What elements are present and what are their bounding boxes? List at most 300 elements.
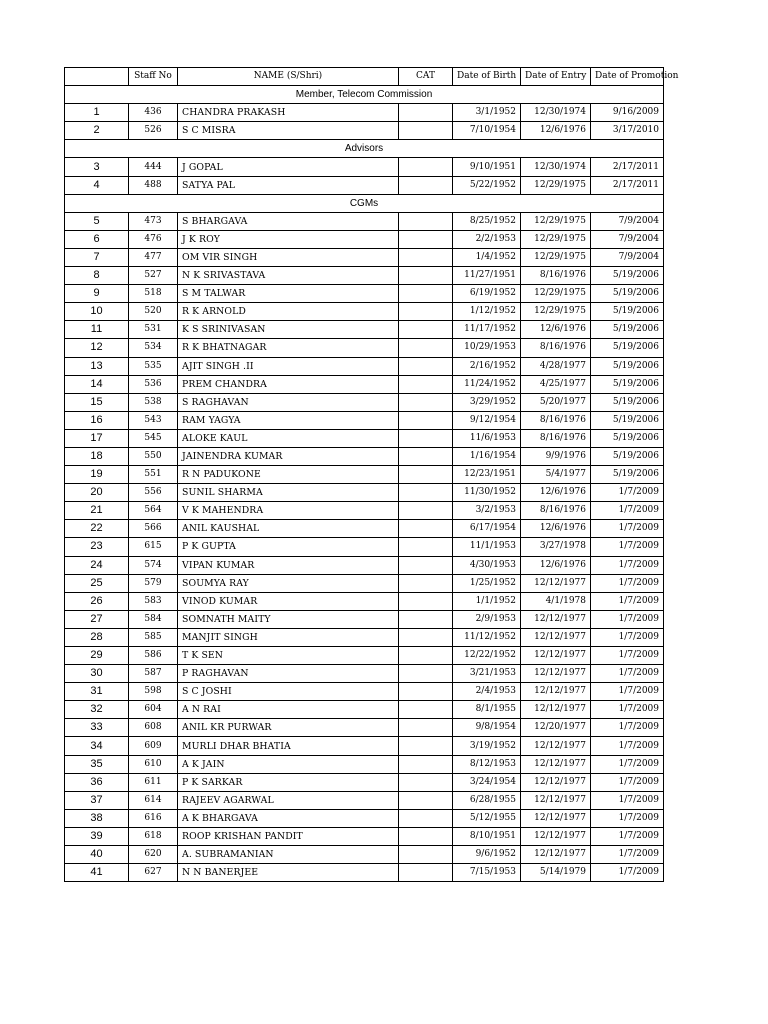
cell-sn: 30 xyxy=(65,665,129,683)
cell-date-of-entry: 12/12/1977 xyxy=(521,773,591,791)
cell-date-of-promotion: 5/19/2006 xyxy=(591,411,664,429)
cell-date-of-birth: 12/23/1951 xyxy=(453,466,521,484)
cell-name: ANIL KR PURWAR xyxy=(178,719,399,737)
cell-staff-no: 574 xyxy=(129,556,178,574)
cell-date-of-birth: 1/16/1954 xyxy=(453,447,521,465)
cell-staff-no: 527 xyxy=(129,267,178,285)
cell-name: J GOPAL xyxy=(178,158,399,176)
table-row xyxy=(65,647,664,665)
cell-staff-no: 583 xyxy=(129,592,178,610)
cell-cat xyxy=(399,375,453,393)
table-row xyxy=(65,574,664,592)
cell-sn: 11 xyxy=(65,321,129,339)
cell-cat xyxy=(399,411,453,429)
header-name: NAME (S/Shri) xyxy=(178,68,399,86)
cell-date-of-promotion: 1/7/2009 xyxy=(591,827,664,845)
cell-date-of-promotion: 1/7/2009 xyxy=(591,502,664,520)
table-body xyxy=(65,86,664,882)
table-row xyxy=(65,556,664,574)
cell-date-of-entry: 12/29/1975 xyxy=(521,176,591,194)
cell-staff-no: 545 xyxy=(129,429,178,447)
cell-cat xyxy=(399,466,453,484)
cell-name: SUNIL SHARMA xyxy=(178,484,399,502)
table-row xyxy=(65,827,664,845)
cell-staff-no: 579 xyxy=(129,574,178,592)
cell-date-of-promotion: 1/7/2009 xyxy=(591,791,664,809)
cell-name: VINOD KUMAR xyxy=(178,592,399,610)
table-row xyxy=(65,809,664,827)
cell-cat xyxy=(399,701,453,719)
cell-sn: 2 xyxy=(65,122,129,140)
cell-cat xyxy=(399,158,453,176)
section-title: Advisors xyxy=(65,140,664,158)
cell-date-of-birth: 1/1/1952 xyxy=(453,592,521,610)
table-row xyxy=(65,846,664,864)
cell-date-of-entry: 12/20/1977 xyxy=(521,719,591,737)
cell-date-of-promotion: 1/7/2009 xyxy=(591,809,664,827)
table-row xyxy=(65,285,664,303)
cell-date-of-entry: 9/9/1976 xyxy=(521,447,591,465)
cell-date-of-birth: 3/1/1952 xyxy=(453,104,521,122)
cell-cat xyxy=(399,827,453,845)
table-row xyxy=(65,466,664,484)
cell-staff-no: 531 xyxy=(129,321,178,339)
cell-staff-no: 586 xyxy=(129,647,178,665)
cell-date-of-entry: 12/29/1975 xyxy=(521,212,591,230)
cell-date-of-entry: 5/20/1977 xyxy=(521,393,591,411)
cell-sn: 20 xyxy=(65,484,129,502)
section-title: Member, Telecom Commission xyxy=(65,86,664,104)
cell-cat xyxy=(399,592,453,610)
table-row xyxy=(65,303,664,321)
cell-cat xyxy=(399,122,453,140)
cell-date-of-promotion: 1/7/2009 xyxy=(591,520,664,538)
cell-sn: 38 xyxy=(65,809,129,827)
cell-staff-no: 608 xyxy=(129,719,178,737)
cell-date-of-birth: 1/25/1952 xyxy=(453,574,521,592)
cell-sn: 26 xyxy=(65,592,129,610)
cell-sn: 19 xyxy=(65,466,129,484)
cell-date-of-entry: 12/6/1976 xyxy=(521,122,591,140)
cell-date-of-entry: 12/6/1976 xyxy=(521,321,591,339)
cell-sn: 33 xyxy=(65,719,129,737)
cell-staff-no: 564 xyxy=(129,502,178,520)
cell-date-of-entry: 8/16/1976 xyxy=(521,267,591,285)
cell-date-of-birth: 11/1/1953 xyxy=(453,538,521,556)
cell-date-of-promotion: 1/7/2009 xyxy=(591,647,664,665)
cell-name: P K GUPTA xyxy=(178,538,399,556)
cell-cat xyxy=(399,447,453,465)
cell-date-of-entry: 4/1/1978 xyxy=(521,592,591,610)
cell-date-of-birth: 7/10/1954 xyxy=(453,122,521,140)
cell-sn: 12 xyxy=(65,339,129,357)
table-row xyxy=(65,176,664,194)
cell-sn: 3 xyxy=(65,158,129,176)
cell-staff-no: 473 xyxy=(129,212,178,230)
cell-sn: 35 xyxy=(65,755,129,773)
cell-date-of-birth: 7/15/1953 xyxy=(453,864,521,882)
cell-date-of-birth: 3/19/1952 xyxy=(453,737,521,755)
cell-date-of-entry: 8/16/1976 xyxy=(521,429,591,447)
header-date-of-promotion: Date of Promotion xyxy=(591,68,664,86)
cell-date-of-birth: 6/28/1955 xyxy=(453,791,521,809)
header-date-of-entry: Date of Entry xyxy=(521,68,591,86)
cell-date-of-birth: 3/2/1953 xyxy=(453,502,521,520)
table-row xyxy=(65,628,664,646)
cell-staff-no: 444 xyxy=(129,158,178,176)
cell-date-of-birth: 11/30/1952 xyxy=(453,484,521,502)
cell-date-of-birth: 3/29/1952 xyxy=(453,393,521,411)
cell-date-of-promotion: 7/9/2004 xyxy=(591,248,664,266)
cell-sn: 36 xyxy=(65,773,129,791)
table-row xyxy=(65,773,664,791)
cell-sn: 6 xyxy=(65,230,129,248)
cell-staff-no: 551 xyxy=(129,466,178,484)
cell-date-of-birth: 1/4/1952 xyxy=(453,248,521,266)
cell-date-of-birth: 11/17/1952 xyxy=(453,321,521,339)
cell-staff-no: 538 xyxy=(129,393,178,411)
cell-name: R K ARNOLD xyxy=(178,303,399,321)
cell-date-of-birth: 8/10/1951 xyxy=(453,827,521,845)
cell-date-of-entry: 12/12/1977 xyxy=(521,846,591,864)
table-row xyxy=(65,393,664,411)
cell-date-of-promotion: 1/7/2009 xyxy=(591,737,664,755)
cell-date-of-entry: 12/12/1977 xyxy=(521,628,591,646)
cell-name: P K SARKAR xyxy=(178,773,399,791)
header-cat: CAT xyxy=(399,68,453,86)
cell-date-of-entry: 4/25/1977 xyxy=(521,375,591,393)
cell-staff-no: 615 xyxy=(129,538,178,556)
cell-date-of-entry: 12/29/1975 xyxy=(521,285,591,303)
cell-name: AJIT SINGH .II xyxy=(178,357,399,375)
cell-date-of-birth: 9/6/1952 xyxy=(453,846,521,864)
cell-name: A. SUBRAMANIAN xyxy=(178,846,399,864)
cell-staff-no: 585 xyxy=(129,628,178,646)
cell-cat xyxy=(399,574,453,592)
cell-date-of-entry: 12/12/1977 xyxy=(521,574,591,592)
cell-sn: 28 xyxy=(65,628,129,646)
table-row xyxy=(65,375,664,393)
cell-date-of-birth: 3/21/1953 xyxy=(453,665,521,683)
cell-name: A K BHARGAVA xyxy=(178,809,399,827)
cell-sn: 21 xyxy=(65,502,129,520)
cell-cat xyxy=(399,303,453,321)
cell-sn: 1 xyxy=(65,104,129,122)
cell-cat xyxy=(399,267,453,285)
cell-sn: 40 xyxy=(65,846,129,864)
cell-sn: 7 xyxy=(65,248,129,266)
cell-name: S RAGHAVAN xyxy=(178,393,399,411)
cell-date-of-entry: 12/12/1977 xyxy=(521,701,591,719)
table-row xyxy=(65,321,664,339)
cell-staff-no: 550 xyxy=(129,447,178,465)
cell-cat xyxy=(399,864,453,882)
cell-date-of-birth: 8/25/1952 xyxy=(453,212,521,230)
cell-sn: 37 xyxy=(65,791,129,809)
cell-staff-no: 520 xyxy=(129,303,178,321)
cell-cat xyxy=(399,285,453,303)
cell-name: J K ROY xyxy=(178,230,399,248)
cell-name: SOMNATH MAITY xyxy=(178,610,399,628)
cell-date-of-entry: 12/30/1974 xyxy=(521,104,591,122)
cell-date-of-entry: 12/12/1977 xyxy=(521,809,591,827)
cell-date-of-entry: 12/6/1976 xyxy=(521,484,591,502)
cell-date-of-promotion: 1/7/2009 xyxy=(591,755,664,773)
cell-sn: 15 xyxy=(65,393,129,411)
cell-name: A K JAIN xyxy=(178,755,399,773)
cell-date-of-promotion: 1/7/2009 xyxy=(591,538,664,556)
cell-date-of-promotion: 1/7/2009 xyxy=(591,719,664,737)
cell-staff-no: 584 xyxy=(129,610,178,628)
cell-date-of-promotion: 2/17/2011 xyxy=(591,158,664,176)
cell-name: K S SRINIVASAN xyxy=(178,321,399,339)
cell-cat xyxy=(399,520,453,538)
cell-name: SATYA PAL xyxy=(178,176,399,194)
cell-date-of-promotion: 5/19/2006 xyxy=(591,393,664,411)
cell-name: CHANDRA PRAKASH xyxy=(178,104,399,122)
cell-cat xyxy=(399,683,453,701)
cell-name: JAINENDRA KUMAR xyxy=(178,447,399,465)
cell-date-of-promotion: 5/19/2006 xyxy=(591,429,664,447)
table-row xyxy=(65,719,664,737)
cell-staff-no: 618 xyxy=(129,827,178,845)
table-row xyxy=(65,158,664,176)
cell-date-of-birth: 5/12/1955 xyxy=(453,809,521,827)
cell-cat xyxy=(399,737,453,755)
cell-date-of-birth: 11/6/1953 xyxy=(453,429,521,447)
cell-staff-no: 436 xyxy=(129,104,178,122)
header-sn xyxy=(65,68,129,86)
cell-cat xyxy=(399,755,453,773)
cell-sn: 41 xyxy=(65,864,129,882)
cell-date-of-entry: 12/29/1975 xyxy=(521,230,591,248)
staff-table xyxy=(64,67,679,882)
table-row xyxy=(65,683,664,701)
cell-date-of-promotion: 5/19/2006 xyxy=(591,285,664,303)
cell-name: V K MAHENDRA xyxy=(178,502,399,520)
table-row xyxy=(65,755,664,773)
cell-cat xyxy=(399,719,453,737)
cell-name: R N PADUKONE xyxy=(178,466,399,484)
cell-date-of-promotion: 5/19/2006 xyxy=(591,303,664,321)
table-row xyxy=(65,484,664,502)
cell-date-of-birth: 2/9/1953 xyxy=(453,610,521,628)
cell-name: ALOKE KAUL xyxy=(178,429,399,447)
cell-cat xyxy=(399,393,453,411)
cell-date-of-promotion: 1/7/2009 xyxy=(591,683,664,701)
cell-cat xyxy=(399,665,453,683)
table-row xyxy=(65,429,664,447)
cell-sn: 34 xyxy=(65,737,129,755)
cell-sn: 25 xyxy=(65,574,129,592)
cell-name: PREM CHANDRA xyxy=(178,375,399,393)
cell-name: N N BANERJEE xyxy=(178,864,399,882)
cell-sn: 13 xyxy=(65,357,129,375)
cell-name: A N RAI xyxy=(178,701,399,719)
cell-cat xyxy=(399,773,453,791)
cell-date-of-entry: 12/6/1976 xyxy=(521,556,591,574)
table-row xyxy=(65,267,664,285)
cell-date-of-entry: 12/12/1977 xyxy=(521,755,591,773)
cell-sn: 5 xyxy=(65,212,129,230)
cell-date-of-promotion: 2/17/2011 xyxy=(591,176,664,194)
cell-date-of-promotion: 5/19/2006 xyxy=(591,321,664,339)
cell-name: MURLI DHAR BHATIA xyxy=(178,737,399,755)
cell-date-of-entry: 3/27/1978 xyxy=(521,538,591,556)
cell-cat xyxy=(399,791,453,809)
cell-date-of-birth: 11/24/1952 xyxy=(453,375,521,393)
cell-sn: 22 xyxy=(65,520,129,538)
table-row xyxy=(65,538,664,556)
cell-date-of-promotion: 1/7/2009 xyxy=(591,592,664,610)
cell-cat xyxy=(399,846,453,864)
table-row xyxy=(65,737,664,755)
cell-date-of-birth: 6/17/1954 xyxy=(453,520,521,538)
cell-cat xyxy=(399,556,453,574)
cell-cat xyxy=(399,809,453,827)
cell-cat xyxy=(399,176,453,194)
cell-staff-no: 614 xyxy=(129,791,178,809)
cell-cat xyxy=(399,484,453,502)
cell-staff-no: 543 xyxy=(129,411,178,429)
cell-date-of-birth: 6/19/1952 xyxy=(453,285,521,303)
cell-date-of-promotion: 1/7/2009 xyxy=(591,864,664,882)
cell-date-of-entry: 12/12/1977 xyxy=(521,647,591,665)
cell-date-of-promotion: 7/9/2004 xyxy=(591,230,664,248)
cell-cat xyxy=(399,647,453,665)
cell-sn: 32 xyxy=(65,701,129,719)
cell-date-of-promotion: 5/19/2006 xyxy=(591,357,664,375)
cell-sn: 27 xyxy=(65,610,129,628)
cell-staff-no: 604 xyxy=(129,701,178,719)
header-date-of-birth: Date of Birth xyxy=(453,68,521,86)
table-row xyxy=(65,447,664,465)
cell-name: T K SEN xyxy=(178,647,399,665)
table-row xyxy=(65,212,664,230)
cell-date-of-birth: 12/22/1952 xyxy=(453,647,521,665)
cell-date-of-birth: 9/12/1954 xyxy=(453,411,521,429)
cell-staff-no: 627 xyxy=(129,864,178,882)
cell-date-of-entry: 4/28/1977 xyxy=(521,357,591,375)
cell-date-of-entry: 12/30/1974 xyxy=(521,158,591,176)
cell-name: VIPAN KUMAR xyxy=(178,556,399,574)
cell-sn: 8 xyxy=(65,267,129,285)
cell-cat xyxy=(399,628,453,646)
cell-name: N K SRIVASTAVA xyxy=(178,267,399,285)
cell-staff-no: 609 xyxy=(129,737,178,755)
cell-name: S C JOSHI xyxy=(178,683,399,701)
cell-date-of-promotion: 1/7/2009 xyxy=(591,846,664,864)
cell-date-of-entry: 12/12/1977 xyxy=(521,791,591,809)
cell-date-of-promotion: 9/16/2009 xyxy=(591,104,664,122)
cell-date-of-entry: 12/12/1977 xyxy=(521,683,591,701)
section-header-row xyxy=(65,140,664,158)
cell-cat xyxy=(399,429,453,447)
table-row xyxy=(65,104,664,122)
cell-date-of-promotion: 1/7/2009 xyxy=(591,484,664,502)
cell-cat xyxy=(399,502,453,520)
cell-date-of-birth: 11/12/1952 xyxy=(453,628,521,646)
cell-date-of-birth: 2/4/1953 xyxy=(453,683,521,701)
cell-date-of-entry: 8/16/1976 xyxy=(521,339,591,357)
cell-date-of-promotion: 1/7/2009 xyxy=(591,556,664,574)
cell-sn: 29 xyxy=(65,647,129,665)
cell-date-of-birth: 9/8/1954 xyxy=(453,719,521,737)
cell-staff-no: 611 xyxy=(129,773,178,791)
cell-cat xyxy=(399,357,453,375)
cell-sn: 18 xyxy=(65,447,129,465)
section-header-row xyxy=(65,86,664,104)
cell-date-of-birth: 3/24/1954 xyxy=(453,773,521,791)
cell-date-of-birth: 1/12/1952 xyxy=(453,303,521,321)
cell-name: MANJIT SINGH xyxy=(178,628,399,646)
cell-staff-no: 620 xyxy=(129,846,178,864)
cell-date-of-birth: 4/30/1953 xyxy=(453,556,521,574)
cell-name: RAM YAGYA xyxy=(178,411,399,429)
section-header-row xyxy=(65,194,664,212)
cell-staff-no: 477 xyxy=(129,248,178,266)
cell-date-of-promotion: 5/19/2006 xyxy=(591,447,664,465)
cell-name: P RAGHAVAN xyxy=(178,665,399,683)
cell-staff-no: 488 xyxy=(129,176,178,194)
table-row xyxy=(65,122,664,140)
cell-sn: 14 xyxy=(65,375,129,393)
cell-sn: 24 xyxy=(65,556,129,574)
table-row xyxy=(65,248,664,266)
table-row xyxy=(65,502,664,520)
cell-name: RAJEEV AGARWAL xyxy=(178,791,399,809)
cell-date-of-entry: 5/14/1979 xyxy=(521,864,591,882)
cell-name: S BHARGAVA xyxy=(178,212,399,230)
cell-date-of-birth: 8/12/1953 xyxy=(453,755,521,773)
cell-cat xyxy=(399,230,453,248)
cell-date-of-promotion: 1/7/2009 xyxy=(591,701,664,719)
table-row xyxy=(65,520,664,538)
cell-sn: 17 xyxy=(65,429,129,447)
cell-name: SOUMYA RAY xyxy=(178,574,399,592)
cell-date-of-promotion: 5/19/2006 xyxy=(591,466,664,484)
cell-date-of-birth: 10/29/1953 xyxy=(453,339,521,357)
section-title: CGMs xyxy=(65,194,664,212)
cell-cat xyxy=(399,248,453,266)
cell-staff-no: 610 xyxy=(129,755,178,773)
cell-name: R K BHATNAGAR xyxy=(178,339,399,357)
cell-cat xyxy=(399,212,453,230)
cell-staff-no: 598 xyxy=(129,683,178,701)
cell-date-of-promotion: 5/19/2006 xyxy=(591,375,664,393)
cell-sn: 23 xyxy=(65,538,129,556)
cell-date-of-promotion: 1/7/2009 xyxy=(591,610,664,628)
table-row xyxy=(65,610,664,628)
cell-date-of-promotion: 1/7/2009 xyxy=(591,773,664,791)
cell-date-of-promotion: 1/7/2009 xyxy=(591,628,664,646)
table-row xyxy=(65,592,664,610)
cell-staff-no: 518 xyxy=(129,285,178,303)
cell-sn: 4 xyxy=(65,176,129,194)
cell-date-of-promotion: 5/19/2006 xyxy=(591,267,664,285)
cell-date-of-birth: 8/1/1955 xyxy=(453,701,521,719)
cell-name: ANIL KAUSHAL xyxy=(178,520,399,538)
header-staff-no: Staff No xyxy=(129,68,178,86)
cell-date-of-promotion: 1/7/2009 xyxy=(591,665,664,683)
cell-cat xyxy=(399,538,453,556)
cell-date-of-entry: 12/12/1977 xyxy=(521,610,591,628)
cell-staff-no: 535 xyxy=(129,357,178,375)
cell-staff-no: 534 xyxy=(129,339,178,357)
cell-date-of-promotion: 1/7/2009 xyxy=(591,574,664,592)
cell-date-of-promotion: 7/9/2004 xyxy=(591,212,664,230)
table-row xyxy=(65,665,664,683)
